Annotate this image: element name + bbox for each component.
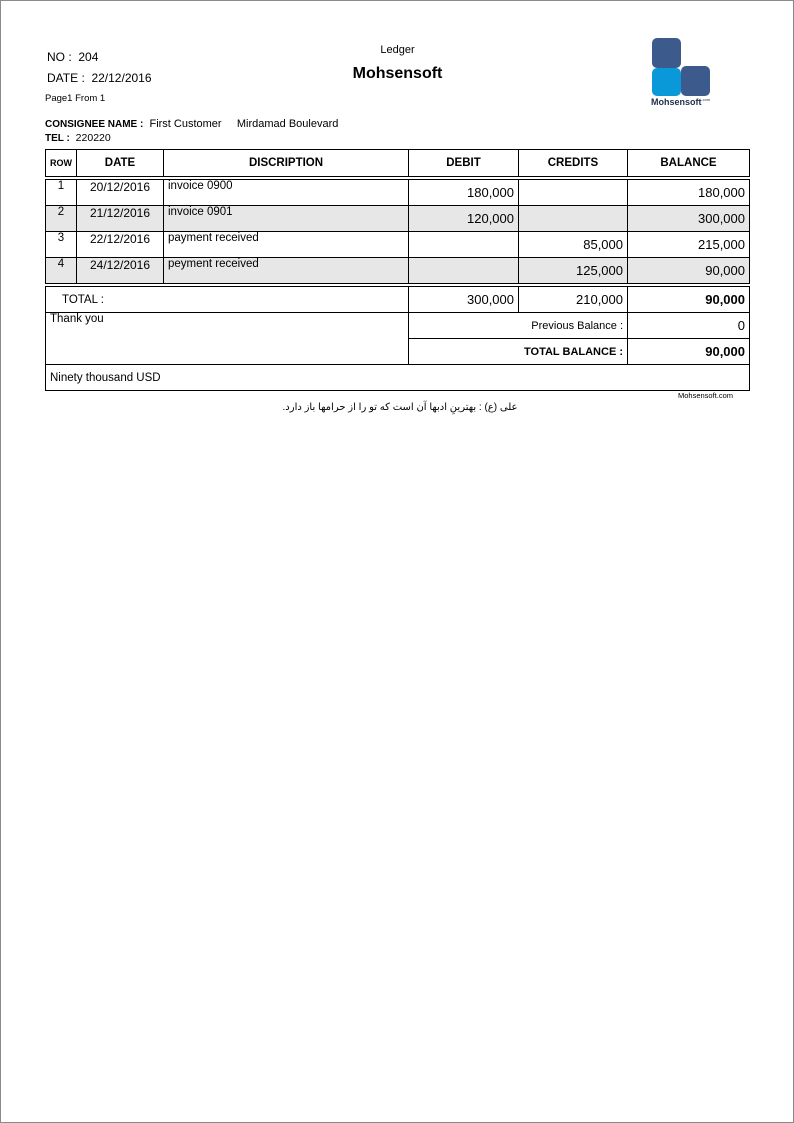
footer-website: Mohsensoft.com: [678, 391, 734, 400]
previous-balance-label: Previous Balance :: [409, 313, 628, 339]
row-number: 2: [46, 206, 77, 232]
header-balance: BALANCE: [628, 150, 750, 177]
row-date: 21/12/2016: [77, 206, 164, 232]
total-balance-label: TOTAL BALANCE :: [409, 339, 628, 365]
row-number: 1: [46, 180, 77, 206]
row-number: 4: [46, 258, 77, 284]
header-debit: DEBIT: [409, 150, 519, 177]
row-credit: 85,000: [519, 232, 628, 258]
row-date: 20/12/2016: [77, 180, 164, 206]
ledger-table: [45, 149, 750, 391]
previous-balance-row: [46, 313, 750, 339]
total-label: TOTAL :: [46, 287, 409, 313]
header-description: DISCRIPTION: [164, 150, 409, 177]
consignee-line: [45, 118, 338, 130]
logo-suffix: .com: [701, 97, 711, 102]
amount-in-words-row: [46, 365, 750, 391]
row-description: invoice 0901: [164, 206, 409, 232]
total-debit: 300,000: [409, 287, 519, 313]
row-debit: [409, 232, 519, 258]
header-row: ROW: [46, 150, 77, 177]
document-date: DATE : 22/12/2016: [47, 71, 152, 85]
header-date: DATE: [77, 150, 164, 177]
company-logo: [649, 36, 713, 112]
page-indicator: Page1 From 1: [45, 93, 106, 104]
document-title: Ledger: [380, 44, 415, 56]
row-balance: 215,000: [628, 232, 750, 258]
footer-quote: علی (ع) : بهترینِ ادبها آن است که تو را از حرامها باز دارد.: [282, 402, 518, 413]
row-description: peyment received: [164, 258, 409, 284]
header-credits: CREDITS: [519, 150, 628, 177]
row-debit: 120,000: [409, 206, 519, 232]
company-name: Mohsensoft: [352, 65, 443, 82]
table-row: [46, 206, 750, 232]
table-row: [46, 232, 750, 258]
consignee-name: First Customer: [149, 118, 222, 130]
table-header-row: [46, 150, 750, 177]
row-debit: [409, 258, 519, 284]
row-balance: 90,000: [628, 258, 750, 284]
consignee-address: Mirdamad Boulevard: [236, 118, 339, 130]
row-date: 24/12/2016: [77, 258, 164, 284]
row-number: 3: [46, 232, 77, 258]
total-balance-value: 90,000: [628, 339, 750, 365]
tel-line: [45, 132, 111, 144]
note-text: Thank you: [46, 313, 409, 365]
tel-label: TEL :: [45, 133, 70, 144]
logo-mark-icon: [649, 36, 713, 98]
row-description: invoice 0900: [164, 180, 409, 206]
table-row: [46, 180, 750, 206]
row-credit: [519, 180, 628, 206]
row-credit: 125,000: [519, 258, 628, 284]
row-balance: 180,000: [628, 180, 750, 206]
row-debit: 180,000: [409, 180, 519, 206]
document-number: NO : 204: [47, 50, 99, 64]
total-balance: 90,000: [628, 287, 750, 313]
table-row: [46, 258, 750, 284]
total-credit: 210,000: [519, 287, 628, 313]
amount-in-words: Ninety thousand USD: [46, 365, 750, 391]
total-row: [46, 287, 750, 313]
tel-value: 220220: [75, 132, 111, 144]
consignee-label: CONSIGNEE NAME :: [45, 119, 144, 130]
row-date: 22/12/2016: [77, 232, 164, 258]
previous-balance-value: 0: [628, 313, 750, 339]
logo-text: Mohsensoft: [651, 97, 702, 107]
row-balance: 300,000: [628, 206, 750, 232]
row-description: payment received: [164, 232, 409, 258]
row-credit: [519, 206, 628, 232]
